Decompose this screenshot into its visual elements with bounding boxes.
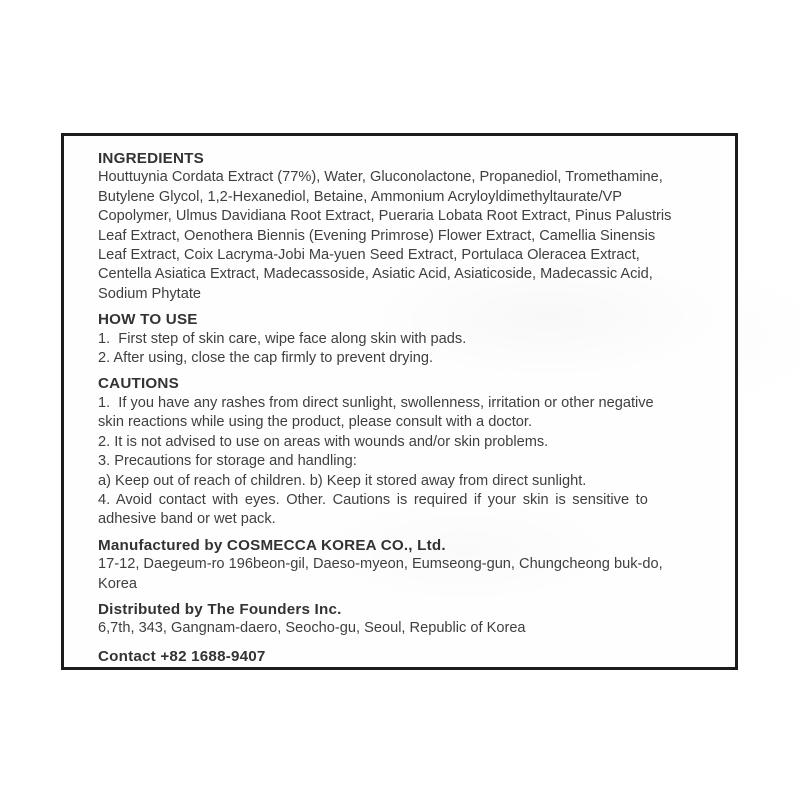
ingredients-section xyxy=(98,149,712,304)
manufacturer-address-line: 17-12, Daegeum-ro 196beon-gil, Daeso-myeon, Eumseong-gun, Chungcheong buk-do, xyxy=(98,556,663,573)
contact-heading: Contact +82 1688-9407 xyxy=(98,647,266,665)
cautions-line: skin reactions while using the product, please consult with a doctor. xyxy=(98,414,532,431)
ingredients-line: Centella Asiatica Extract, Madecassoside, Asiatic Acid, Asiaticoside, Madecassic Acid, xyxy=(98,266,653,283)
product-label xyxy=(61,133,738,670)
manufacturer-heading: Manufactured by COSMECCA KOREA CO., Ltd. xyxy=(98,536,446,554)
ingredients-line: Copolymer, Ulmus Davidiana Root Extract, Pueraria Lobata Root Extract, Pinus Palustris xyxy=(98,208,672,225)
cautions-line: adhesive band or wet pack. xyxy=(98,511,276,528)
cautions-heading: CAUTIONS xyxy=(98,375,179,393)
manufacturer-address-line: Korea xyxy=(98,575,137,592)
cautions-line: 1. If you have any rashes from direct sunlight, swollenness, irritation or other negative xyxy=(98,394,654,411)
ingredients-line: Sodium Phytate xyxy=(98,285,202,302)
how-to-use-section xyxy=(98,310,712,368)
contact-section xyxy=(98,647,712,666)
cautions-line: a) Keep out of reach of children. b) Keep it stored away from direct sunlight. xyxy=(98,472,587,489)
manufacturer-section xyxy=(98,536,712,594)
cautions-line: 4. Avoid contact with eyes. Other. Cautions is required if your skin is sensitive to xyxy=(98,491,648,508)
cautions-line: 2. It is not advised to use on areas with wounds and/or skin problems. xyxy=(98,433,549,450)
ingredients-line: Leaf Extract, Oenothera Biennis (Evening Primrose) Flower Extract, Camellia Sinensis xyxy=(98,227,656,244)
how-to-use-step: 1. First step of skin care, wipe face along skin with pads. xyxy=(98,330,467,347)
how-to-use-step: 2. After using, close the cap firmly to prevent drying. xyxy=(98,350,434,367)
ingredients-heading: INGREDIENTS xyxy=(98,150,204,167)
how-to-use-heading: HOW TO USE xyxy=(98,311,198,329)
ingredients-line: Butylene Glycol, 1,2-Hexanediol, Betaine, Ammonium Acryloyldimethyltaurate/VP xyxy=(98,188,623,205)
distributor-address-line: 6,7th, 343, Gangnam-daero, Seocho-gu, Seoul, Republic of Korea xyxy=(98,620,526,637)
ingredients-line: Houttuynia Cordata Extract (77%), Water, Gluconolactone, Propanediol, Tromethamine, xyxy=(98,169,663,186)
cautions-section xyxy=(98,374,712,529)
cautions-line: 3. Precautions for storage and handling: xyxy=(98,453,357,470)
distributor-section xyxy=(98,600,712,639)
ingredients-line: Leaf Extract, Coix Lacryma-Jobi Ma-yuen Seed Extract, Portulaca Oleracea Extract, xyxy=(98,247,640,264)
distributor-heading: Distributed by The Founders Inc. xyxy=(98,600,342,618)
